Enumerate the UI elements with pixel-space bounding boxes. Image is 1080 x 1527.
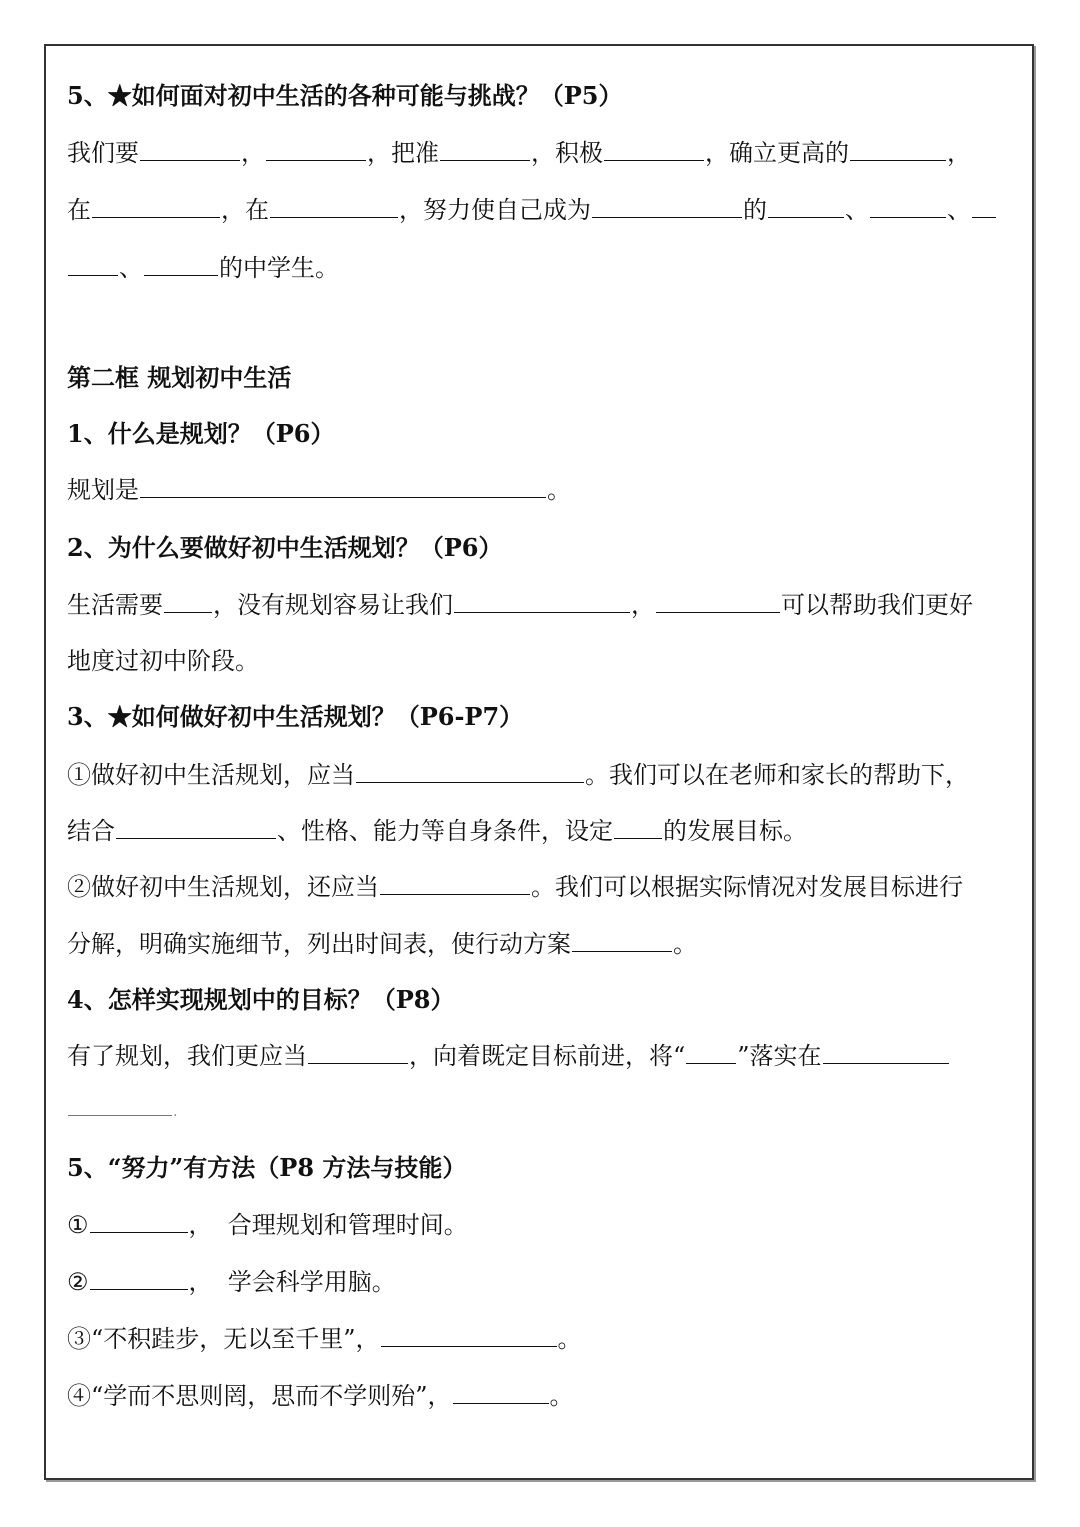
q2-line-1 — [67, 589, 1018, 621]
blank[interactable] — [656, 590, 780, 613]
text: ”落实在 — [737, 1042, 822, 1070]
text: ，努力使自己成为 — [399, 196, 591, 224]
q1-answer-line — [67, 474, 1018, 506]
text: 。 — [549, 1382, 574, 1410]
blank[interactable] — [440, 138, 530, 161]
blank[interactable] — [140, 138, 240, 161]
q3-p1-line-1 — [67, 759, 1018, 791]
method-item-4 — [67, 1380, 1018, 1412]
text: ， 学会科学用脑。 — [188, 1268, 396, 1296]
blank[interactable] — [356, 760, 584, 783]
blank[interactable] — [604, 138, 704, 161]
text: 。我们可以在老师和家长的帮助下， — [585, 761, 969, 789]
q4-line-1 — [67, 1040, 1018, 1072]
question-4-heading: 4、怎样实现规划中的目标？（P8） — [67, 985, 455, 1014]
text: 、 — [119, 254, 143, 282]
text: ，确立更高的 — [705, 139, 849, 167]
q3-p1-line-2 — [67, 815, 1018, 847]
q5-line-3 — [67, 252, 1018, 284]
blank[interactable] — [850, 138, 946, 161]
blank[interactable] — [92, 195, 220, 218]
text: 有了规划，我们更应当 — [67, 1042, 307, 1070]
text: 我们要 — [67, 139, 139, 167]
q2-line-2: 地度过初中阶段。 — [67, 647, 259, 675]
text: ，没有规划容易让我们 — [213, 591, 453, 619]
text: 生活需要 — [67, 591, 163, 619]
blank[interactable] — [614, 816, 662, 839]
question-2-heading: 2、为什么要做好初中生活规划？（P6） — [67, 533, 503, 562]
section-title: 第二框 规划初中生活 — [67, 363, 292, 392]
text: ， — [947, 139, 971, 167]
text: 。 — [673, 930, 697, 958]
blank[interactable] — [686, 1041, 736, 1064]
text: 结合 — [67, 817, 115, 845]
text: ，向着既定目标前进，将“ — [409, 1042, 686, 1070]
blank[interactable] — [381, 1324, 557, 1347]
text: 在 — [67, 196, 91, 224]
text: 规划是 — [67, 476, 139, 504]
text: . — [173, 1104, 178, 1120]
q3-p2-line-2 — [67, 928, 1018, 960]
q4-line-2 — [67, 1096, 1018, 1128]
text: 、 — [947, 196, 971, 224]
text: 的 — [743, 196, 767, 224]
blank[interactable] — [68, 253, 118, 276]
blank[interactable] — [116, 816, 276, 839]
text: 可以帮助我们更好 — [781, 591, 973, 619]
blank[interactable] — [90, 1210, 188, 1233]
text: 。我们可以根据实际情况对发展目标进行 — [531, 873, 963, 901]
question-5-method-heading: 5、“努力”有方法（P8 方法与技能） — [67, 1153, 467, 1182]
blank[interactable] — [592, 195, 742, 218]
text: ， 合理规划和管理时间。 — [188, 1211, 468, 1239]
text: 、性格、能力等自身条件，设定 — [277, 817, 613, 845]
text: ②做好初中生活规划，还应当 — [67, 873, 379, 901]
blank[interactable] — [972, 195, 996, 218]
blank[interactable] — [90, 1267, 188, 1290]
blank[interactable] — [572, 929, 672, 952]
text: ② — [67, 1268, 89, 1296]
blank[interactable] — [164, 590, 212, 613]
text: ，在 — [221, 196, 269, 224]
method-item-1 — [67, 1209, 1018, 1241]
blank[interactable] — [453, 1381, 549, 1404]
text: ①做好初中生活规划，应当 — [67, 761, 355, 789]
question-5-heading: 5、★如何面对初中生活的各种可能与挑战？（P5） — [67, 81, 623, 110]
blank[interactable] — [380, 872, 530, 895]
blank[interactable] — [823, 1041, 949, 1064]
blank[interactable] — [308, 1041, 408, 1064]
blank[interactable] — [68, 1099, 172, 1116]
text: 。 — [557, 1325, 582, 1353]
method-item-2 — [67, 1266, 1018, 1298]
q5-line-1 — [67, 137, 1018, 169]
blank[interactable] — [144, 253, 218, 276]
blank[interactable] — [270, 195, 398, 218]
blank[interactable] — [454, 590, 630, 613]
text: 的中学生。 — [219, 254, 339, 282]
text: ， — [241, 139, 265, 167]
method-item-3 — [67, 1323, 1018, 1355]
text: ① — [67, 1211, 89, 1239]
blank[interactable] — [266, 138, 366, 161]
text: 的发展目标。 — [663, 817, 807, 845]
blank[interactable] — [768, 195, 844, 218]
text: 。 — [547, 476, 571, 504]
text: ③“不积跬步，无以至千里”， — [67, 1325, 380, 1353]
question-1-heading: 1、什么是规划？（P6） — [67, 419, 335, 448]
text: 分解，明确实施细节，列出时间表，使行动方案 — [67, 930, 571, 958]
text: ，积极 — [531, 139, 603, 167]
text: ，把准 — [367, 139, 439, 167]
text: 、 — [845, 196, 869, 224]
text: ， — [631, 591, 655, 619]
q3-p2-line-1 — [67, 871, 1018, 903]
blank[interactable] — [140, 475, 546, 498]
blank[interactable] — [870, 195, 946, 218]
question-3-heading: 3、★如何做好初中生活规划？（P6-P7） — [67, 702, 524, 731]
q5-line-2 — [67, 194, 1018, 226]
text: ④“学而不思则罔，思而不学则殆”， — [67, 1382, 452, 1410]
